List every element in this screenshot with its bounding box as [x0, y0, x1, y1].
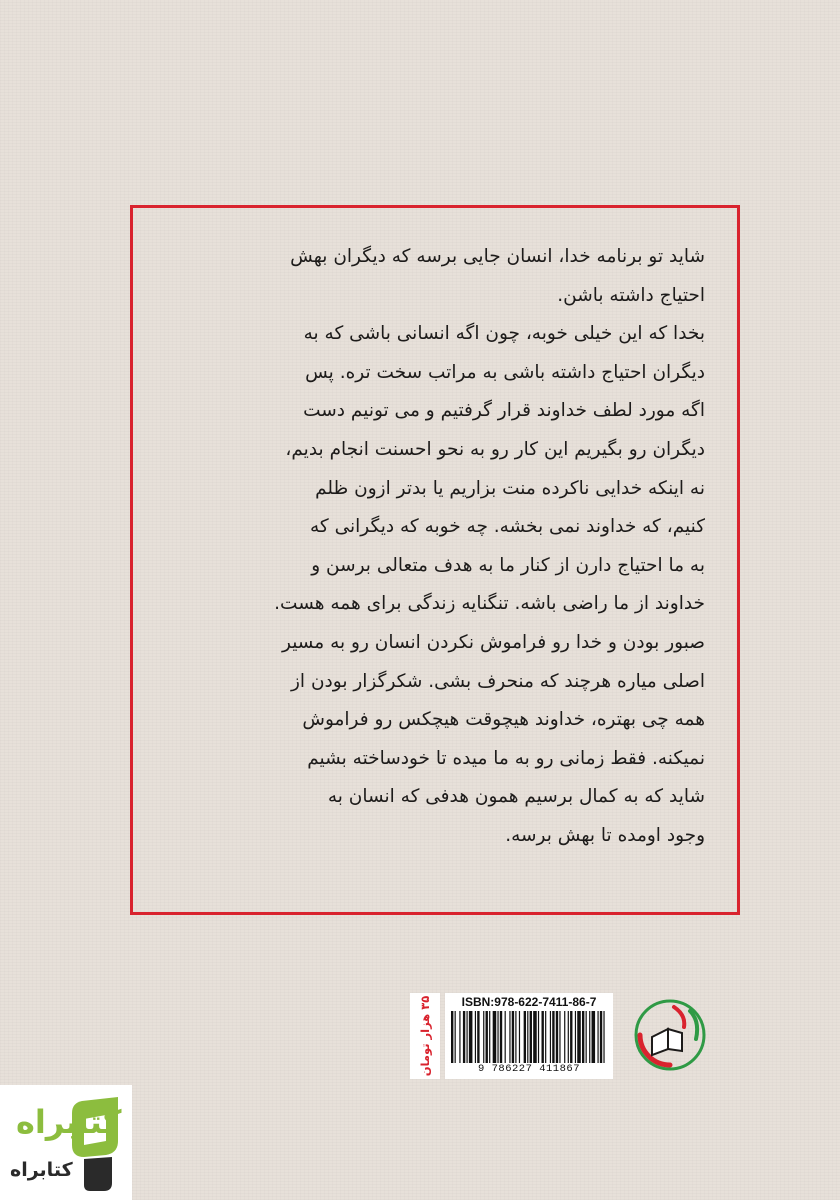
barcode-bar	[475, 1011, 476, 1063]
text-line: کنیم، که خداوند نمی بخشه. چه خوبه که دیگرانی که	[309, 516, 705, 538]
barcode-bar	[556, 1011, 558, 1063]
barcode-bar	[542, 1011, 544, 1063]
barcode-bar	[550, 1011, 551, 1063]
barcode-bar	[592, 1011, 596, 1063]
ketabrah-wordmark: کتابراه	[16, 1103, 122, 1141]
barcode-bars	[451, 1011, 607, 1063]
ketabrah-wordmark-small: کتابراه	[10, 1159, 73, 1181]
barcode-bar	[527, 1011, 528, 1063]
ketabrah-small-icon	[84, 1157, 112, 1191]
barcode-bar	[486, 1011, 488, 1063]
text-line: دیگران رو بگیریم این کار رو به نحو احسنت انجام بدیم،	[285, 438, 705, 460]
barcode-bar	[577, 1011, 581, 1063]
barcode-bar	[515, 1011, 516, 1063]
barcode-bar	[477, 1011, 479, 1063]
barcode-bar	[519, 1011, 520, 1063]
barcode-bar	[582, 1011, 584, 1063]
isbn-barcode	[445, 993, 613, 1079]
barcode-bar	[489, 1011, 490, 1063]
back-cover-text	[170, 238, 705, 856]
barcode-bar	[493, 1011, 497, 1063]
text-line: نه اینکه خدایی ناکرده منت بزاریم یا بدتر ازون ظلم	[315, 477, 705, 499]
barcode-bar	[497, 1011, 498, 1063]
isbn-label: ISBN:978-622-7411-86-7	[461, 995, 597, 1009]
barcode-bar	[570, 1011, 572, 1063]
barcode-bar	[586, 1011, 587, 1063]
text-line: خداوند از ما راضی باشه. تنگنایه زندگی برای همه هست.	[274, 593, 705, 615]
barcode-bar	[533, 1011, 537, 1063]
barcode-bar	[589, 1011, 590, 1063]
text-line: شاید تو برنامه خدا، انسان جایی برسه که دیگران بهش	[290, 246, 705, 267]
text-line: دیگران احتیاج داشته باشی به مراتب سخت تره. پس	[305, 361, 705, 383]
barcode-bar	[466, 1011, 467, 1063]
barcode-bar	[603, 1011, 604, 1063]
barcode-bar	[483, 1011, 484, 1063]
text-line: اصلی میاره هرچند که منحرف بشی. شکرگزار بودن از	[290, 670, 705, 692]
barcode-bar	[509, 1011, 510, 1063]
text-line: نمیکنه. فقط زمانی رو به ما میده تا خودساخته بشیم	[307, 747, 705, 769]
barcode-bar	[451, 1011, 453, 1063]
text-line: اگه مورد لطف خداوند قرار گرفتیم و می تونیم دست	[303, 400, 705, 422]
barcode-bar	[505, 1011, 506, 1063]
barcode-bar	[600, 1011, 602, 1063]
barcode-bar	[564, 1011, 565, 1063]
text-line: همه چی بهتره، خداوند هیچوقت هیچکس رو فراموش	[302, 709, 705, 731]
barcode-bar	[459, 1011, 460, 1063]
barcode-bar	[545, 1011, 546, 1063]
book-icon-page	[668, 1029, 682, 1051]
text-line: شاید که به کمال برسیم همون هدفی که انسان به	[327, 786, 705, 808]
barcode-bar	[530, 1011, 532, 1063]
text-line: وجود اومده تا بهش برسه.	[505, 824, 705, 846]
barcode-bar	[469, 1011, 473, 1063]
barcode-bar	[552, 1011, 554, 1063]
barcode-bar	[568, 1011, 569, 1063]
publisher-logo-mark	[674, 1007, 684, 1027]
publisher-logo	[624, 987, 716, 1079]
ketabrah-watermark	[0, 1085, 132, 1200]
barcode-bar	[455, 1011, 456, 1063]
barcode-bar	[524, 1011, 526, 1063]
price-label: ۳۵ هزار تومان	[418, 995, 432, 1077]
book-icon	[652, 1029, 668, 1055]
barcode-bar	[463, 1011, 465, 1063]
price-box	[410, 993, 440, 1079]
barcode-digits: 9 786227 411867	[477, 1063, 580, 1075]
barcode-bar	[538, 1011, 539, 1063]
text-line: بخدا که این خیلی خوبه، چون اگه انسانی باشی که به	[303, 323, 705, 345]
barcode-bar	[575, 1011, 576, 1063]
barcode-bar	[597, 1011, 598, 1063]
text-line: به ما احتیاج دارن از کنار ما به هدف متعالی برسن و	[311, 554, 705, 576]
barcode-bar	[500, 1011, 502, 1063]
barcode-bar	[512, 1011, 514, 1063]
text-line: احتیاج داشته باشن.	[557, 284, 705, 306]
text-line: صبور بودن و خدا رو فراموش نکردن انسان رو به مسیر	[282, 631, 705, 653]
barcode-bar	[559, 1011, 560, 1063]
